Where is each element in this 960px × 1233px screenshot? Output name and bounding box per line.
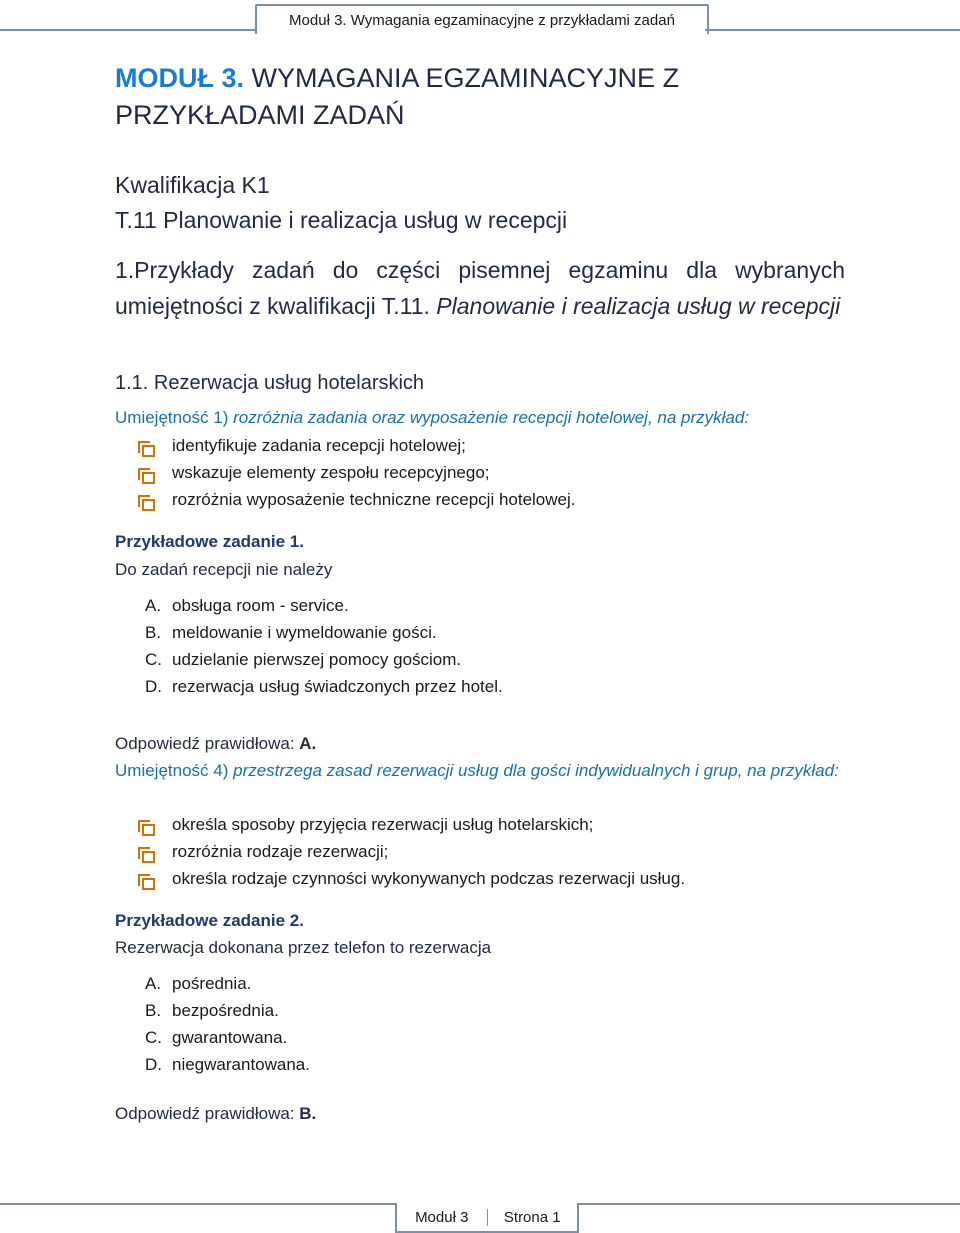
checkbox-bullet-icon bbox=[138, 818, 152, 832]
answer-text: obsługa room - service. bbox=[172, 595, 349, 615]
checkbox-bullet-icon bbox=[138, 493, 152, 507]
running-header: Moduł 3. Wymagania egzaminacyjne z przykładami zadań bbox=[255, 4, 709, 34]
task-2-label: Przykładowe zadanie 2. bbox=[115, 911, 304, 930]
answer-letter: D. bbox=[145, 1054, 162, 1074]
answer-letter: D. bbox=[145, 676, 162, 696]
answer-text: niegwarantowana. bbox=[172, 1054, 310, 1074]
answer-option bbox=[145, 1051, 310, 1078]
bullet-text: określa rodzaje czynności wykonywanych podczas rezerwacji usług. bbox=[172, 868, 686, 888]
qualification-label: Kwalifikacja K1 bbox=[115, 172, 270, 198]
bullet-text: określa sposoby przyjęcia rezerwacji usług hotelarskich; bbox=[172, 814, 594, 834]
answer-text: udzielanie pierwszej pomocy gościom. bbox=[172, 649, 462, 669]
answer-text: bezpośrednia. bbox=[172, 1000, 279, 1020]
correct-answer-value: B. bbox=[299, 1104, 317, 1123]
task-1-label: Przykładowe zadanie 1. bbox=[115, 532, 304, 551]
task-1-correct-answer bbox=[115, 734, 316, 754]
answer-letter: C. bbox=[145, 1027, 162, 1047]
list-item bbox=[138, 486, 576, 513]
footer-module: Moduł 3 bbox=[415, 1208, 469, 1226]
list-item bbox=[138, 865, 685, 892]
bullet-text: rozróżnia rodzaje rezerwacji; bbox=[172, 841, 389, 861]
list-item bbox=[138, 811, 685, 838]
answer-option bbox=[145, 619, 503, 646]
answer-letter: B. bbox=[145, 1000, 162, 1020]
checkbox-bullet-icon bbox=[138, 845, 152, 859]
answer-option bbox=[145, 646, 503, 673]
header-rule-right bbox=[705, 29, 960, 31]
correct-answer-label: Odpowiedź prawidłowa: bbox=[115, 1104, 300, 1123]
subsection-heading: 1.1. Rezerwacja usług hotelarskich bbox=[115, 372, 425, 394]
answer-text: gwarantowana. bbox=[172, 1027, 288, 1047]
answer-option bbox=[145, 997, 310, 1024]
bullet-text: wskazuje elementy zespołu recepcyjnego; bbox=[172, 462, 490, 482]
answer-letter: A. bbox=[145, 973, 162, 993]
answer-text: rezerwacja usług świadczonych przez hotel. bbox=[172, 676, 503, 696]
answer-option bbox=[145, 970, 310, 997]
skill-4-bullets bbox=[138, 811, 685, 892]
correct-answer-value: A. bbox=[299, 734, 317, 753]
module-title-prefix: MODUŁ 3. bbox=[115, 63, 245, 93]
footer-page-number: Strona 1 bbox=[487, 1209, 578, 1226]
task-2-correct-answer bbox=[115, 1104, 316, 1124]
answer-option bbox=[145, 592, 503, 619]
checkbox-bullet-icon bbox=[138, 872, 152, 886]
answer-letter: B. bbox=[145, 622, 162, 642]
list-item bbox=[138, 838, 685, 865]
task-2-answers bbox=[145, 970, 310, 1078]
checkbox-bullet-icon bbox=[138, 439, 152, 453]
qualification-name: T.11 Planowanie i realizacja usług w recepcji bbox=[115, 207, 568, 233]
answer-text: pośrednia. bbox=[172, 973, 252, 993]
task-1-answers bbox=[145, 592, 503, 700]
list-item bbox=[138, 459, 576, 486]
skill-4 bbox=[115, 757, 845, 785]
skill-4-text: przestrzega zasad rezerwacji usług dla gości indywidualnych i grup, na przykład: bbox=[233, 761, 839, 780]
skill-1-bullets bbox=[138, 432, 576, 513]
skill-1 bbox=[115, 404, 845, 432]
bullet-text: rozróżnia wyposażenie techniczne recepcji hotelowej. bbox=[172, 489, 576, 509]
skill-1-text: rozróżnia zadania oraz wyposażenie recepcji hotelowej, na przykład: bbox=[233, 408, 750, 427]
checkbox-bullet-icon bbox=[138, 466, 152, 480]
bullet-text: identyfikuje zadania recepcji hotelowej; bbox=[172, 435, 466, 455]
section-heading-italic: Planowanie i realizacja usług w recepcji bbox=[436, 293, 841, 319]
module-title-rest: WYMAGANIA EGZAMINACYJNE Z PRZYKŁADAMI ZADAŃ bbox=[115, 63, 680, 130]
correct-answer-label: Odpowiedź prawidłowa: bbox=[115, 734, 300, 753]
task-1-question: Do zadań recepcji nie należy bbox=[115, 560, 333, 579]
task-2-question: Rezerwacja dokonana przez telefon to rezerwacja bbox=[115, 938, 492, 957]
list-item bbox=[138, 432, 576, 459]
answer-option bbox=[145, 1024, 310, 1051]
skill-4-prefix: Umiejętność 4) bbox=[115, 761, 234, 780]
module-title bbox=[115, 60, 855, 134]
section-heading-text: 1.Przykłady zadań do części pisemnej egzaminu dla wybranych umiejętności z kwalifikacji T.11. bbox=[115, 257, 845, 319]
answer-letter: C. bbox=[145, 649, 162, 669]
answer-option bbox=[145, 673, 503, 700]
answer-text: meldowanie i wymeldowanie gości. bbox=[172, 622, 437, 642]
header-rule-left bbox=[0, 29, 255, 31]
page-footer bbox=[395, 1203, 579, 1233]
section-heading bbox=[115, 252, 845, 324]
skill-1-prefix: Umiejętność 1) bbox=[115, 408, 234, 427]
answer-letter: A. bbox=[145, 595, 162, 615]
